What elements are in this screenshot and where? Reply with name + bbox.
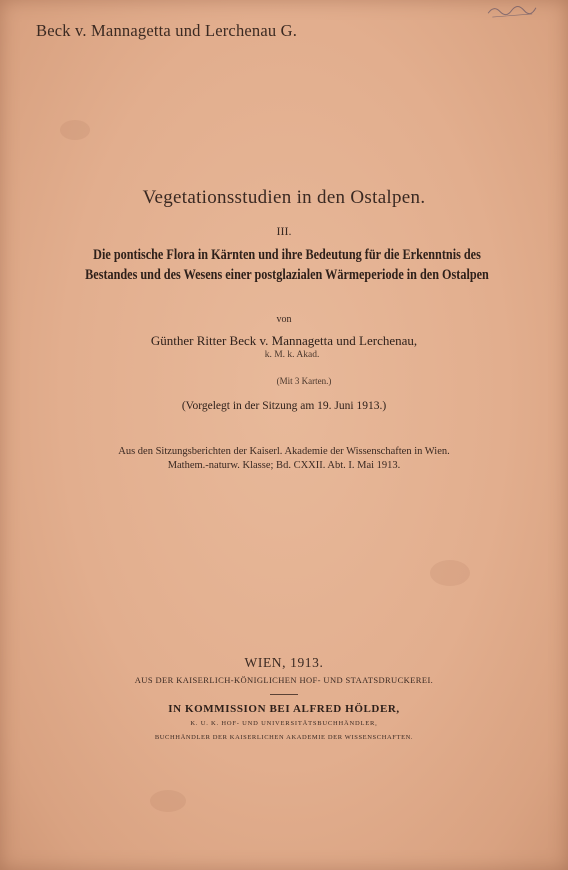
- reprint-source-line1: Aus den Sitzungsberichten der Kaiserl. Akademie der Wissenschaften in Wien.: [118, 446, 450, 457]
- stamp-mark: [484, 0, 541, 21]
- divider-rule: [270, 694, 298, 695]
- printer-line: AUS DER KAISERLICH-KÖNIGLICHEN HOF- UND STAATSDRUCKEREI.: [134, 675, 434, 685]
- document-subtitle: Die pontische Flora in Kärnten und ihre Bedeutung für die Erkenntnis des Bestandes und des Wesens einer postglazialen Wärmeperiode in den Ostalpen: [85, 247, 489, 283]
- document-title: Vegetationsstudien in den Ostalpen.: [142, 187, 426, 208]
- paper-stain: [150, 790, 186, 812]
- header-author: Beck v. Mannagetta und Lerchenau G.: [36, 21, 298, 40]
- part-number: III.: [276, 224, 292, 238]
- publisher-line: IN KOMMISSION BEI ALFRED HÖLDER,: [168, 703, 400, 715]
- publisher-title-line2: BUCHHÄNDLER DER KAISERLICHEN AKADEMIE DER WISSENSCHAFTEN.: [154, 734, 414, 741]
- author-name: Günther Ritter Beck v. Mannagetta und Lerchenau,: [150, 333, 418, 348]
- presentation-note: (Vorgelegt in der Sitzung am 19. Juni 1913.): [181, 400, 387, 412]
- reprint-source-line2: Mathem.-naturw. Klasse; Bd. CXXII. Abt. I. Mai 1913.: [167, 460, 401, 471]
- paper-stain: [430, 560, 470, 586]
- publisher-title-line1: K. U. K. HOF- UND UNIVERSITÄTSBUCHHÄNDLER,: [190, 720, 378, 727]
- author-affiliation: k. M. k. Akad.: [264, 350, 320, 360]
- by-label: von: [276, 314, 292, 325]
- place-and-year: WIEN, 1913.: [244, 655, 324, 670]
- paper-stain: [60, 120, 90, 140]
- maps-note: (Mit 3 Karten.): [276, 376, 332, 386]
- library-stamp: [484, 0, 541, 21]
